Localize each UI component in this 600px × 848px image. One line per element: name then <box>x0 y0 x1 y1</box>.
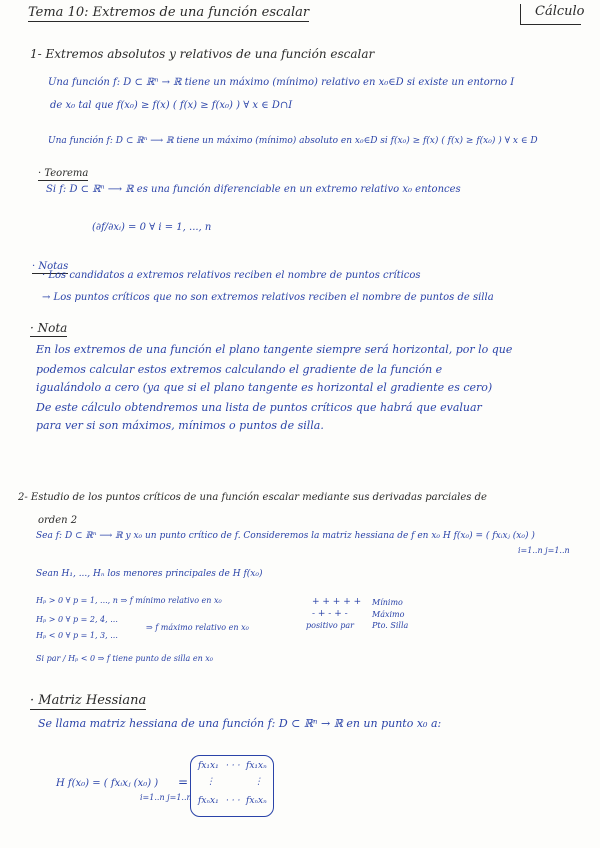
nota-1: · Los candidatos a extremos relativos reciben el nombre de puntos críticos <box>42 270 421 281</box>
teorema-label: · Teorema <box>38 168 89 179</box>
condition-maximum-even: Hₚ > 0 ∀ p = 2, 4, ... <box>36 615 118 624</box>
teorema-formula: (∂f/∂xᵢ) = 0 ∀ i = 1, ..., n <box>92 222 212 233</box>
sign-label-saddle: Pto. Silla <box>372 621 409 630</box>
sign-label-min: Mínimo <box>372 598 403 607</box>
matrix-dots-right: ⋮ <box>254 777 263 787</box>
nota-2: → Los puntos críticos que no son extremos relativos reciben el nombre de puntos de silla <box>42 292 494 303</box>
matrix-dots-left: ⋮ <box>206 777 215 787</box>
nota-paragraph-1: En los extremos de una función el plano tangente siempre será horizontal, por lo que <box>36 343 513 356</box>
section1-line3: Una función f: D ⊂ ℝⁿ ⟶ ℝ tiene un máximo (mínimo) absoluto en x₀∈D si f(x₀) ≥ f(x) ( f(x) ≥ f(x₀) ) ∀ x ∈ D <box>48 136 538 146</box>
hessiana-lhs-subscript: i=1..n j=1..n <box>140 793 192 802</box>
nota-label: · Nota <box>30 322 67 337</box>
subject-label: Cálculo <box>535 4 585 19</box>
section2-heading-cont: orden 2 <box>38 515 78 526</box>
hessiana-lhs: H f(x₀) = ( fxᵢxⱼ (x₀) ) <box>56 778 159 789</box>
page-title: Tema 10: Extremos de una función escalar <box>28 6 309 22</box>
section2-line2: Sean H₁, ..., Hₙ los menores principales de H f(x₀) <box>36 569 263 579</box>
teorema-line: Si f: D ⊂ ℝⁿ ⟶ ℝ es una función diferenciable en un extremo relativo x₀ entonces <box>46 184 461 195</box>
hessiana-heading: · Matriz Hessiana <box>30 694 146 710</box>
sign-pattern-saddle: positivo par <box>306 621 354 630</box>
matrix-dots-top: · · · <box>226 761 241 771</box>
sign-pattern-max: - + - + - <box>312 609 348 619</box>
nota-paragraph-3: igualándolo a cero (ya que si el plano tangente es horizontal el gradiente es cero) <box>36 381 493 394</box>
nota-paragraph-2: podemos calcular estos extremos calculando el gradiente de la función e <box>36 363 443 376</box>
sign-pattern-min: + + + + + <box>312 597 362 607</box>
matrix-entry-n1: fxₙx₁ <box>198 796 219 806</box>
matrix-dots-bottom: · · · <box>226 796 241 806</box>
condition-maximum-result: ⇒ f máximo relativo en x₀ <box>146 623 249 632</box>
matrix-entry-1n: fx₁xₙ <box>246 761 267 771</box>
section1-line2: de x₀ tal que f(x₀) ≥ f(x) ( f(x) ≥ f(x₀) ) ∀ x ∈ D∩I <box>50 100 293 111</box>
matrix-entry-11: fx₁x₁ <box>198 761 219 771</box>
hessiana-line: Se llama matriz hessiana de una función f: D ⊂ ℝⁿ → ℝ en un punto x₀ a: <box>38 717 442 730</box>
condition-saddle: Si par / Hₚ < 0 ⇒ f tiene punto de silla en x₀ <box>36 654 214 663</box>
nota-paragraph-4: De este cálculo obtendremos una lista de puntos críticos que habrá que evaluar <box>36 401 482 414</box>
notas-label: · Notas <box>32 261 69 272</box>
section1-line1: Una función f: D ⊂ ℝⁿ → ℝ tiene un máximo (mínimo) relativo en x₀∈D si existe un entorno I <box>48 77 515 88</box>
section2-heading: 2- Estudio de los puntos críticos de una función escalar mediante sus derivadas parciales de <box>18 492 487 503</box>
nota-paragraph-5: para ver si son máximos, mínimos o puntos de silla. <box>36 419 324 432</box>
condition-maximum-odd: Hₚ < 0 ∀ p = 1, 3, ... <box>36 631 118 640</box>
section1-heading: 1- Extremos absolutos y relativos de una función escalar <box>30 47 375 61</box>
section2-line1: Sea f: D ⊂ ℝⁿ ⟶ ℝ y x₀ un punto crítico de f. Consideremos la matriz hessiana de f en x₀ H f(x₀) = ( fxᵢxⱼ (x₀) ) <box>36 531 535 541</box>
condition-minimum: Hₚ > 0 ∀ p = 1, ..., n ⇒ f mínimo relativo en x₀ <box>36 596 222 605</box>
sign-label-max: Máximo <box>372 610 405 619</box>
matrix-entry-nn: fxₙxₙ <box>246 796 267 806</box>
equals-sign: = <box>178 775 189 789</box>
section2-line1-subscript: i=1..n j=1..n <box>518 546 570 555</box>
